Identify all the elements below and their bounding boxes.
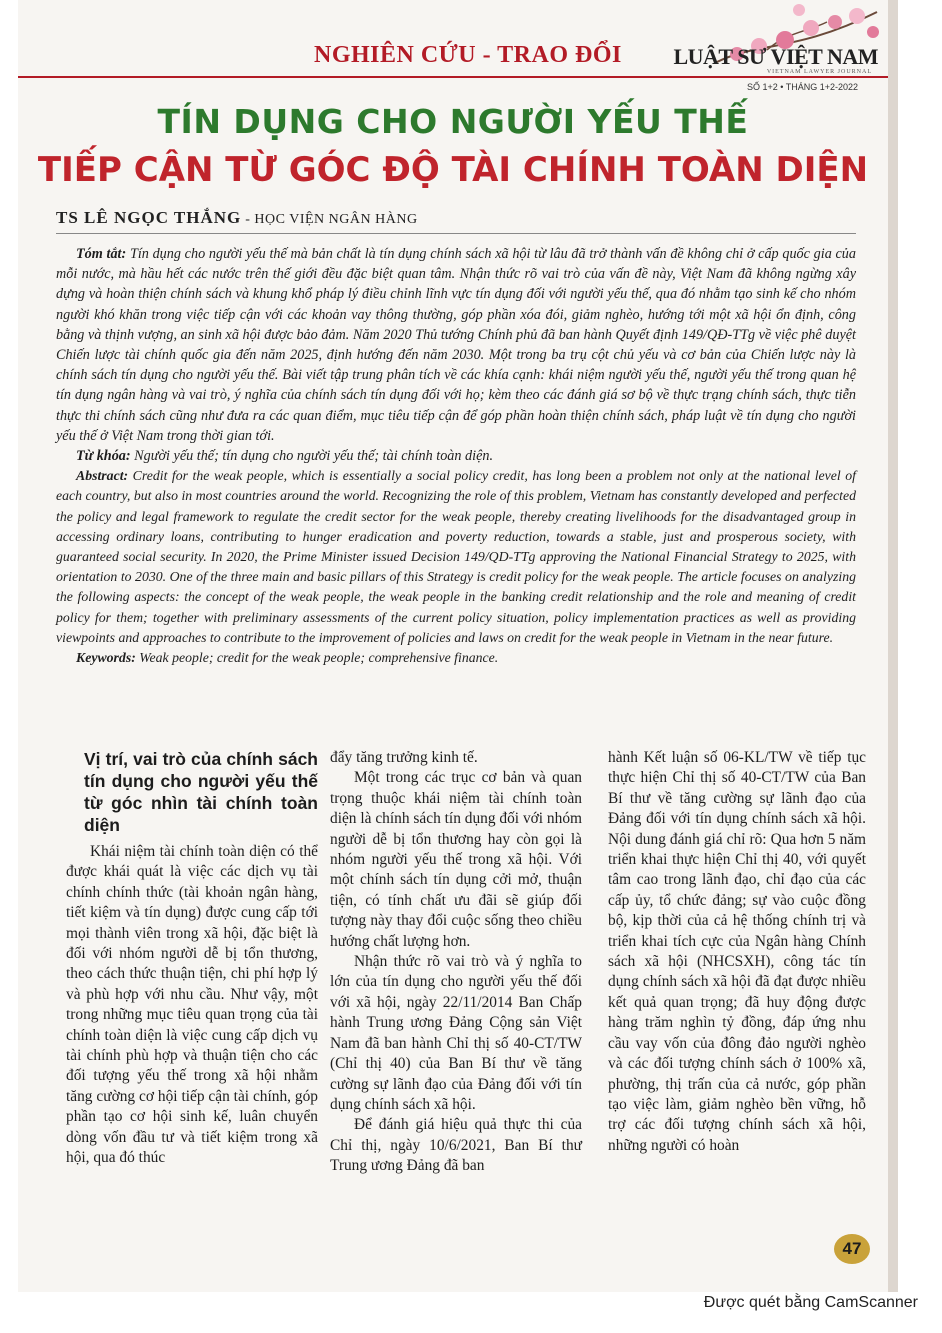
header-rule [18, 76, 888, 78]
summary-paragraph [56, 244, 856, 446]
body-paragraph: Một trong các trục cơ bản và quan trọng thuộc khái niệm tài chính toàn diện là chính sách tín dụng đối với nhóm người dễ bị tổn thương hay còn gọi là nhóm người yếu thế trong xã hội. Với một chính sách tín dụng cởi mở, thuận tiện, có tính chất ưu đãi sẽ giúp đối tượng này thay đổi cuộc sống theo chiều hướng chất lượng hơn. [330, 769, 582, 950]
keywords-en-text: Weak people; credit for the weak people; comprehensive finance. [135, 650, 499, 666]
author-rule [56, 233, 856, 234]
summary-label: Tóm tắt: [76, 246, 127, 262]
scanner-watermark: Được quét bằng CamScanner [703, 1294, 918, 1311]
article-title-line1: TÍN DỤNG CHO NGƯỜI YẾU THẾ [157, 102, 749, 141]
body-paragraph: hành Kết luận số 06-KL/TW về tiếp tục thực hiện Chỉ thị số 40-CT/TW của Ban Bí thư về tăng cường sự lãnh đạo của Đảng đối với tín dụng chính sách xã hội. Nội dung đánh giá chỉ rõ: Qua hơn 5 năm triển khai thực hiện Chỉ thị 40, với quyết tâm cao trong lãnh đạo, chỉ đạo của các cấp ủy, tổ chức đảng; sự vào cuộc đồng bộ, kịp thời của cả hệ thống chính trị và triển khai tích cực của Ngân hàng Chính sách xã hội (NHCSXH), công tác tín dụng chính sách xã hội đã đạt được nhiều kết quả quan trọng; đã huy động được hàng trăm nghìn tỷ đồng, đáp ứng nhu cầu vay vốn của đông đảo người nghèo và các đối tượng chính sách ở 100% xã, phường, thị trấn của cả nước, góp phần tạo việc làm, giảm nghèo bền vững, hỗ trợ các đối tượng chính sách xã hội, những người có hoàn [608, 749, 866, 1154]
section-heading: Vị trí, vai trò của chính sách tín dụng cho người yếu thế từ góc nhìn tài chính toàn diện [84, 749, 318, 835]
keywords-vi-text: Người yếu thế; tín dụng cho người yếu thế; tài chính toàn diện. [130, 448, 494, 465]
magazine-subtitle: VIETNAM LAWYER JOURNAL [766, 69, 872, 75]
page-number-badge: 47 [834, 1234, 870, 1264]
author-name: TS LÊ NGỌC THẮNG [56, 208, 242, 227]
keywords-vi-label: Từ khóa: [76, 448, 131, 465]
body-column-1 [66, 748, 318, 1169]
magazine-logo: LUẬT SƯ VIỆT NAM [673, 44, 878, 69]
body-column-2 [330, 748, 582, 1177]
abstract-en-label: Abstract: [76, 468, 129, 484]
keywords-en-label: Keywords: [76, 650, 136, 666]
abstract-block [56, 244, 856, 668]
author-affiliation: - HỌC VIỆN NGÂN HÀNG [241, 212, 418, 227]
issue-info: SỐ 1+2 • THÁNG 1+2-2022 [746, 82, 858, 92]
abstract-en-paragraph [56, 466, 856, 648]
keywords-en-paragraph [56, 648, 856, 668]
abstract-en-text: Credit for the weak people, which is essentially a social policy credit, has long been a problem not only at the national level of each country, but also in most countries around the world. Recognizing the role of this problem, Vietnam has constantly developed and perfected the policy and legal framework to regulate the credit sector for the weak people, thereby creating livelihoods for the disadvantaged group in accessing ordinary loans, contributing to hunger eradication and poverty reduction, towards a stable, just and prosperous society, with guaranteed social security. In 2020, the Prime Minister issued Decision 149/QD-TTg approving the National Financial Strategy to 2025, with orientation to 2030. One of the three main and basic pillars of this Strategy is credit policy for the weak people. The article focuses on analyzing the following aspects: the concept of the weak people, the weak people in the banking credit relationship and the role and meaning of credit policy for them; together with preliminary assessments of the current policy situation, policy implementation practices as well as providing viewpoints and approaches to contribute to the improvement of policies and laws on credit for the weak people in Vietnam in the near future. [56, 468, 856, 645]
body-paragraph: Nhận thức rõ vai trò và ý nghĩa to lớn của tín dụng cho người yếu thế đối với xã hội, ngày 22/11/2014 Ban Chấp hành Trung ương Đảng Cộng sản Việt Nam đã ban hành Chỉ thị số 40-CT/TW (Chỉ thị 40) của Ban Bí thư về tăng cường sự lãnh đạo của Đảng đối với tín dụng chính sách xã hội. [330, 953, 582, 1113]
body-paragraph: Khái niệm tài chính toàn diện có thể được khái quát là việc các dịch vụ tài chính chính thức (tài khoản ngân hàng, tiết kiệm và tín dụng) được cung cấp tới mọi thành viên trong xã hội, đặc biệt là đối với nhóm người dễ bị tổn thương, theo cách thức thuận tiện, chi phí hợp lý và phù hợp với nhu cầu. Như vậy, một trong những mục tiêu quan trọng của tài chính toàn diện là việc cung cấp dịch vụ tài chính phù hợp và thuận tiện cho các đối tượng yếu thế trong xã hội nhằm tăng cường cơ hội tiếp cận tài chính, góp phần tạo cơ hội sinh kế, luân chuyển dòng vốn đầu tư và tiết kiệm trong xã hội, qua đó thúc [66, 843, 318, 1167]
section-label: NGHIÊN CỨU - TRAO ĐỔI [314, 42, 622, 68]
summary-text: Tín dụng cho người yếu thế mà bản chất là tín dụng chính sách xã hội từ lâu đã trở thành vấn đề không chỉ ở cấp quốc gia của mỗi nước, mà hầu hết các nước trên thế giới đều đặc biệt quan tâm. Nhận thức rõ vai trò của vấn đề này, Việt Nam đã không ngừng xây dựng và hoàn thiện chính sách và khung khổ pháp lý điều chỉnh lĩnh vực tín dụng đối với người yếu thế, qua đó nhằm tạo sinh kế cho nhóm người khó khăn trong việc tiếp cận với các khoản vay thông thường, góp phần xóa đói, giảm nghèo, hướng tới một xã hội ổn định, công bằng và thịnh vượng, an sinh xã hội được bảo đảm. Năm 2020 Thủ tướng Chính phủ đã ban hành Quyết định 149/QĐ-TTg về việc phê duyệt Chiến lược tài chính quốc gia đến năm 2025, định hướng đến năm 2030. Một trong ba trụ cột chủ yếu và cơ bản của Chiến lược này là chính sách tín dụng cho người yếu thế. Bài viết tập trung phân tích về các khía cạnh: khái niệm người yếu thế, người yếu thế trong quan hệ tín dụng ngân hàng và vai trò, ý nghĩa của chính sách tín dụng đối với họ; kèm theo các đánh giá sơ bộ về thực trạng chính sách, thực tiễn thực thi chính sách cũng như đưa ra các quan điểm, mục tiêu tiếp cận để góp phần hoàn thiện chính sách, pháp luật về tín dụng cho người yếu thế ở Việt Nam trong thời gian tới. [56, 246, 856, 444]
page-edge [888, 0, 898, 1292]
magazine-page [18, 0, 898, 1292]
body-column-3 [608, 748, 866, 1156]
body-paragraph: đẩy tăng trưởng kinh tế. [330, 749, 478, 766]
body-paragraph: Để đánh giá hiệu quả thực thi của Chỉ thị, ngày 10/6/2021, Ban Bí thư Trung ương Đảng đã ban [330, 1116, 582, 1175]
author-line [56, 208, 418, 228]
keywords-vi-paragraph [56, 446, 856, 466]
article-title-line2: TIẾP CẬN TỪ GÓC ĐỘ TÀI CHÍNH TOÀN DIỆN [37, 150, 869, 190]
